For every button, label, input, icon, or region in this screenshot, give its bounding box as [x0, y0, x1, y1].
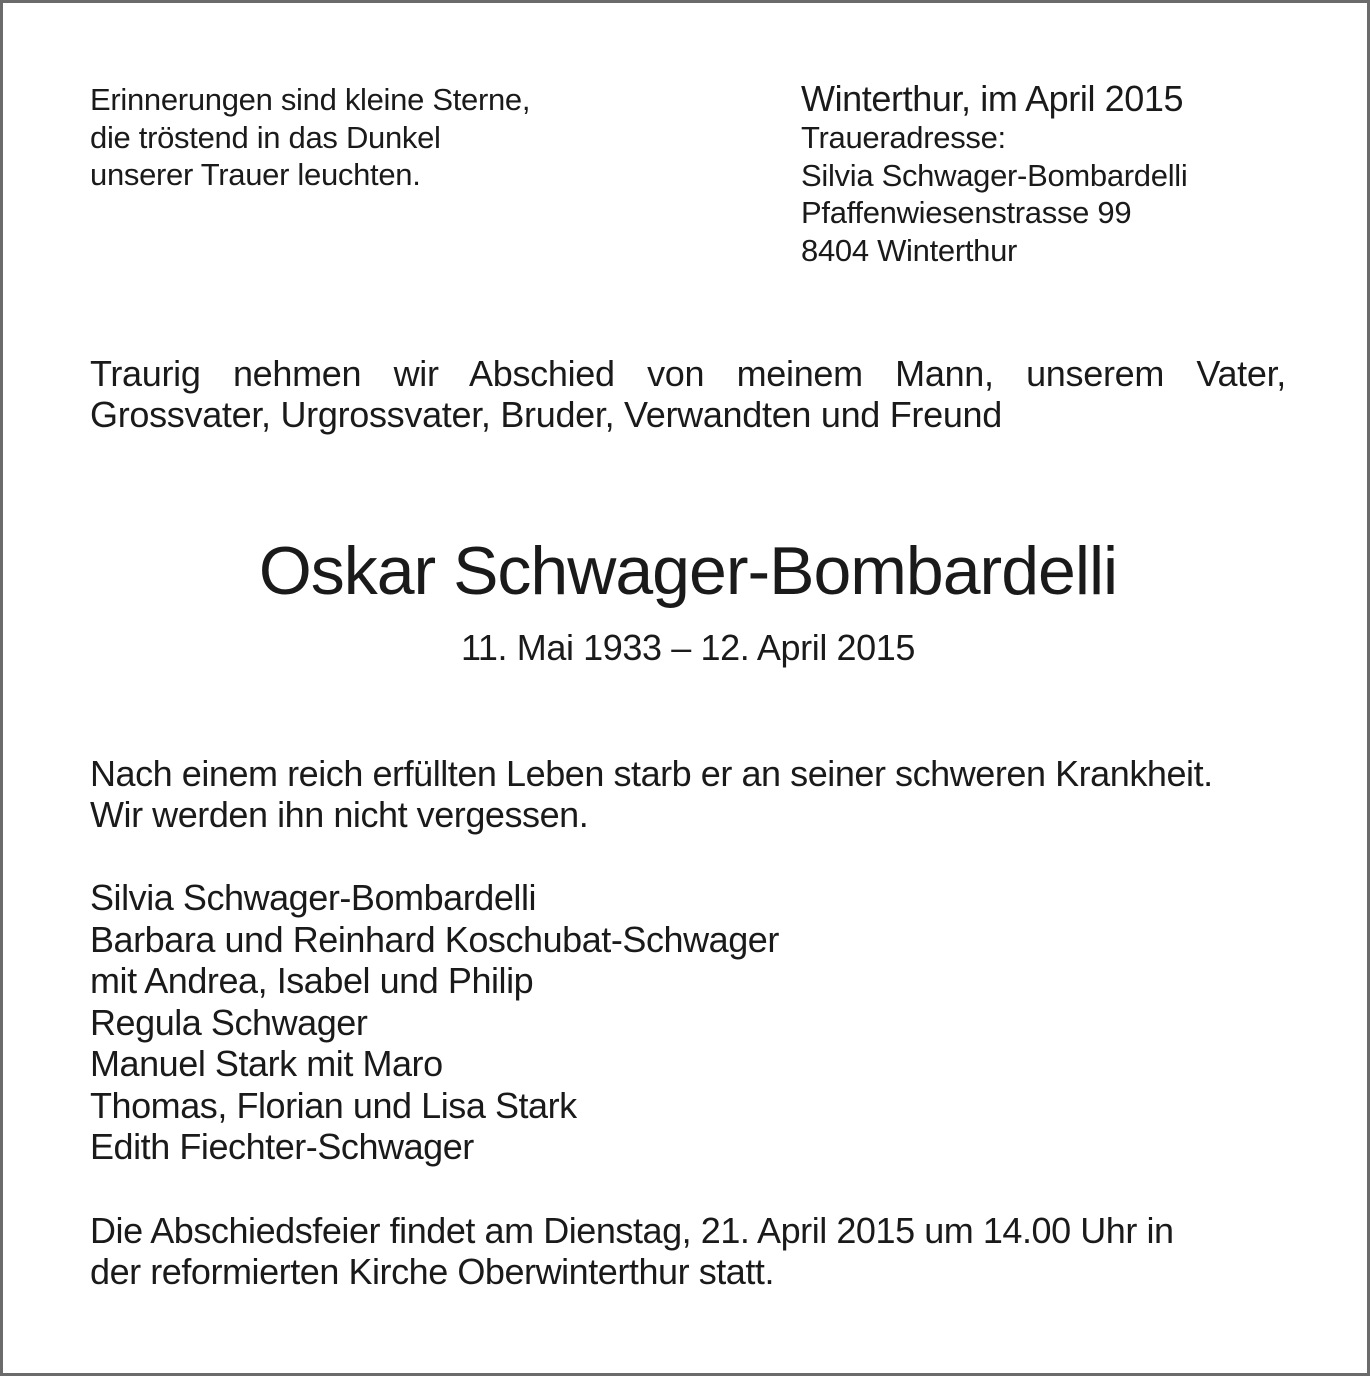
address-city: 8404 Winterthur [801, 232, 1018, 268]
mourner-name: Thomas, Florian und Lisa Stark [90, 1084, 577, 1126]
farewell-message [90, 753, 1213, 835]
memorial-poem [90, 81, 530, 194]
address-street: Pfaffenwiesenstrasse 99 [801, 195, 1132, 230]
mourner-name: mit Andrea, Isabel und Philip [90, 960, 534, 1001]
farewell-intro [90, 353, 1286, 435]
mourners-list [90, 877, 779, 1168]
poem-line: Erinnerungen sind kleine Sterne, [90, 82, 531, 117]
mourning-address [801, 79, 1187, 269]
mourner-name: Regula Schwager [90, 1001, 368, 1043]
mourner-name: Manuel Stark mit Maro [90, 1043, 443, 1084]
poem-line: unserer Trauer leuchten. [90, 157, 421, 192]
mourner-name: Edith Fiechter-Schwager [90, 1126, 474, 1167]
intro-line: Traurig nehmen wir Abschied von meinem Mann, unserem Vater, [90, 353, 1286, 394]
life-dates: 11. Mai 1933 – 12. April 2015 [460, 627, 916, 668]
mourner-name: Barbara und Reinhard Koschubat-Schwager [90, 918, 779, 960]
address-name: Silvia Schwager-Bombardelli [801, 157, 1188, 193]
deceased-name: Oskar Schwager-Bombardelli [258, 533, 1118, 609]
place-date: Winterthur, im April 2015 [801, 78, 1184, 119]
poem-line: die tröstend in das Dunkel [90, 119, 441, 155]
mourner-name: Silvia Schwager-Bombardelli [90, 877, 537, 918]
ceremony-line: Die Abschiedsfeier findet am Dienstag, 21. April 2015 um 14.00 Uhr in [90, 1210, 1174, 1251]
message-line: Wir werden ihn nicht vergessen. [90, 794, 589, 835]
address-label: Traueradresse: [801, 120, 1006, 155]
ceremony-notice [90, 1210, 1174, 1292]
intro-line: Grossvater, Urgrossvater, Bruder, Verwandten und Freund [90, 394, 1002, 435]
ceremony-line: der reformierten Kirche Oberwinterthur statt. [90, 1251, 775, 1292]
message-line: Nach einem reich erfüllten Leben starb er an seiner schweren Krankheit. [90, 753, 1213, 794]
